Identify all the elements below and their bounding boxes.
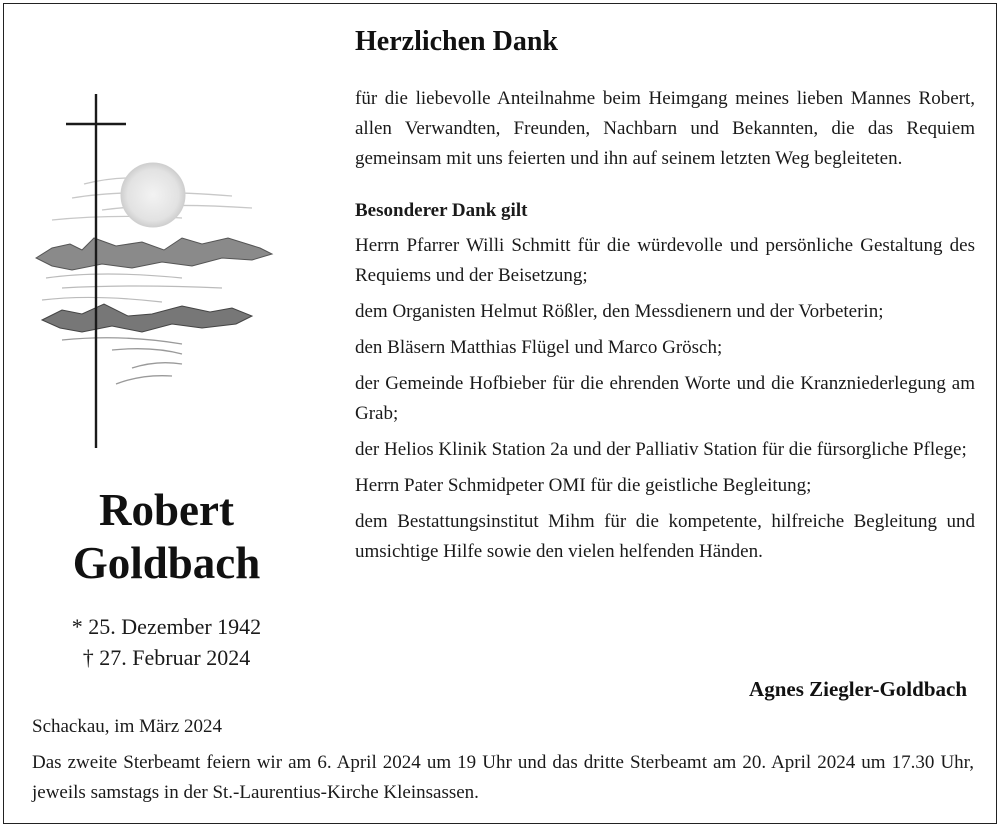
thanks-item: Herrn Pfarrer Willi Schmitt für die würdevolle und persönliche Gestaltung des Requiems und der Beisetzung; [355,235,975,286]
thanks-item: Herrn Pater Schmidpeter OMI für die geistliche Begleitung; [355,475,812,496]
water-wash [42,274,222,302]
mountain-range-near [42,304,252,332]
notice-heading: Herzlichen Dank [355,26,558,57]
place-date: Schackau, im März 2024 [32,716,222,737]
deceased-last-name: Goldbach [72,538,261,588]
thanks-item: der Gemeinde Hofbieber für die ehrenden Worte und die Kranzniederlegung am Grab; [355,373,975,424]
special-thanks-heading: Besonderer Dank gilt [355,200,528,221]
birth-date: * 25. Dezember 1942 [71,614,262,639]
thanks-item: dem Bestattungsinstitut Mihm für die kompetente, hilfreiche Begleitung und umsichtige Hilfe sowie den vielen helfenden Händen. [355,511,975,562]
sun-icon [121,163,185,227]
signature: Agnes Ziegler-Goldbach [749,677,967,701]
foreground-strokes [62,338,182,384]
death-date: † 27. Februar 2024 [82,645,251,670]
cross-icon [66,94,126,448]
service-note: Das zweite Sterbeamt feiern wir am 6. April 2024 um 19 Uhr und das dritte Sterbeamt am 20. April 2024 um 17.30 Uhr, jeweils samstags in der St.-Laurentius-Kirche Kleinsassen. [32,752,974,803]
intro-paragraph: für die liebevolle Anteilnahme beim Heimgang meines lieben Mannes Robert, allen Verwandten, Freunden, Nachbarn und Bekannten, die das Requiem gemeinsam mit uns feierten und ihn auf seinem letzten Weg begleiteten. [355,88,975,169]
thanks-item: der Helios Klinik Station 2a und der Palliativ Station für die fürsorgliche Pflege; [355,439,967,460]
obituary-notice [3,3,997,824]
thanks-column [355,22,975,573]
mountain-range-far [36,238,272,270]
thanks-item: dem Organisten Helmut Rößler, den Messdienern und der Vorbeterin; [355,301,884,322]
deceased-first-name: Robert [99,485,234,535]
cross-landscape-illustration [32,88,282,452]
thanks-item: den Bläsern Matthias Flügel und Marco Grösch; [355,337,723,358]
